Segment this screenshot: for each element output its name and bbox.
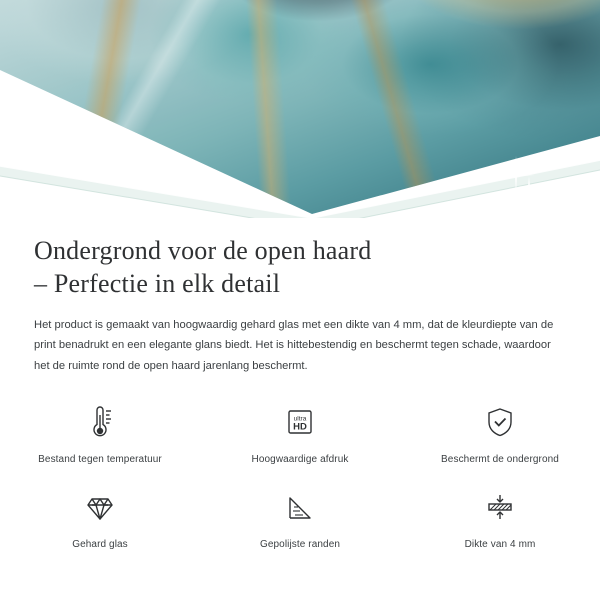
shield-check-icon [476, 398, 524, 446]
glass-panel-gold-veins [0, 0, 600, 214]
page-title-line-2: – Perfectie in elk detail [34, 269, 281, 299]
svg-text:HD: HD [293, 421, 307, 433]
feature-grid [0, 392, 600, 554]
feature-item-thickness [400, 477, 600, 554]
feature-label: Bestand tegen temperatuur [38, 454, 162, 465]
thermometer-icon [76, 398, 124, 446]
feature-item-print-quality [200, 392, 400, 469]
page-title-line-1: Ondergrond voor de open haard [34, 236, 372, 265]
ultra-hd-icon [276, 398, 324, 446]
hero-image [0, 0, 600, 218]
description-paragraph: Het product is gemaakt van hoogwaardig gehard glas met een dikte van 4 mm, dat de kleurdiepte van de print benadrukt en een elegante glans biedt. Het is hittebestendig en beschermt tegen schade, waardoor het de ruimte rond de open haard jarenlang beschermt. [34, 318, 554, 372]
feature-label: Gepolijste randen [259, 539, 341, 550]
svg-text:ultra: ultra [293, 415, 307, 423]
diamond-icon [76, 483, 124, 531]
feature-item-tempered-glass [0, 477, 200, 554]
page-title [0, 218, 600, 301]
sparkle-icon [518, 176, 540, 198]
feature-item-surface-protection [400, 392, 600, 469]
feature-label: Hoogwaardige afdruk [251, 454, 349, 465]
feature-label: Beschermt de ondergrond [441, 454, 559, 465]
feature-item-polished-edges [200, 477, 400, 554]
polished-edges-icon [276, 483, 324, 531]
content-block [0, 218, 600, 377]
feature-label: Dikte van 4 mm [464, 539, 536, 550]
feature-item-temperature [0, 392, 200, 469]
feature-label: Gehard glas [72, 539, 128, 550]
thickness-4mm-icon [476, 483, 524, 531]
